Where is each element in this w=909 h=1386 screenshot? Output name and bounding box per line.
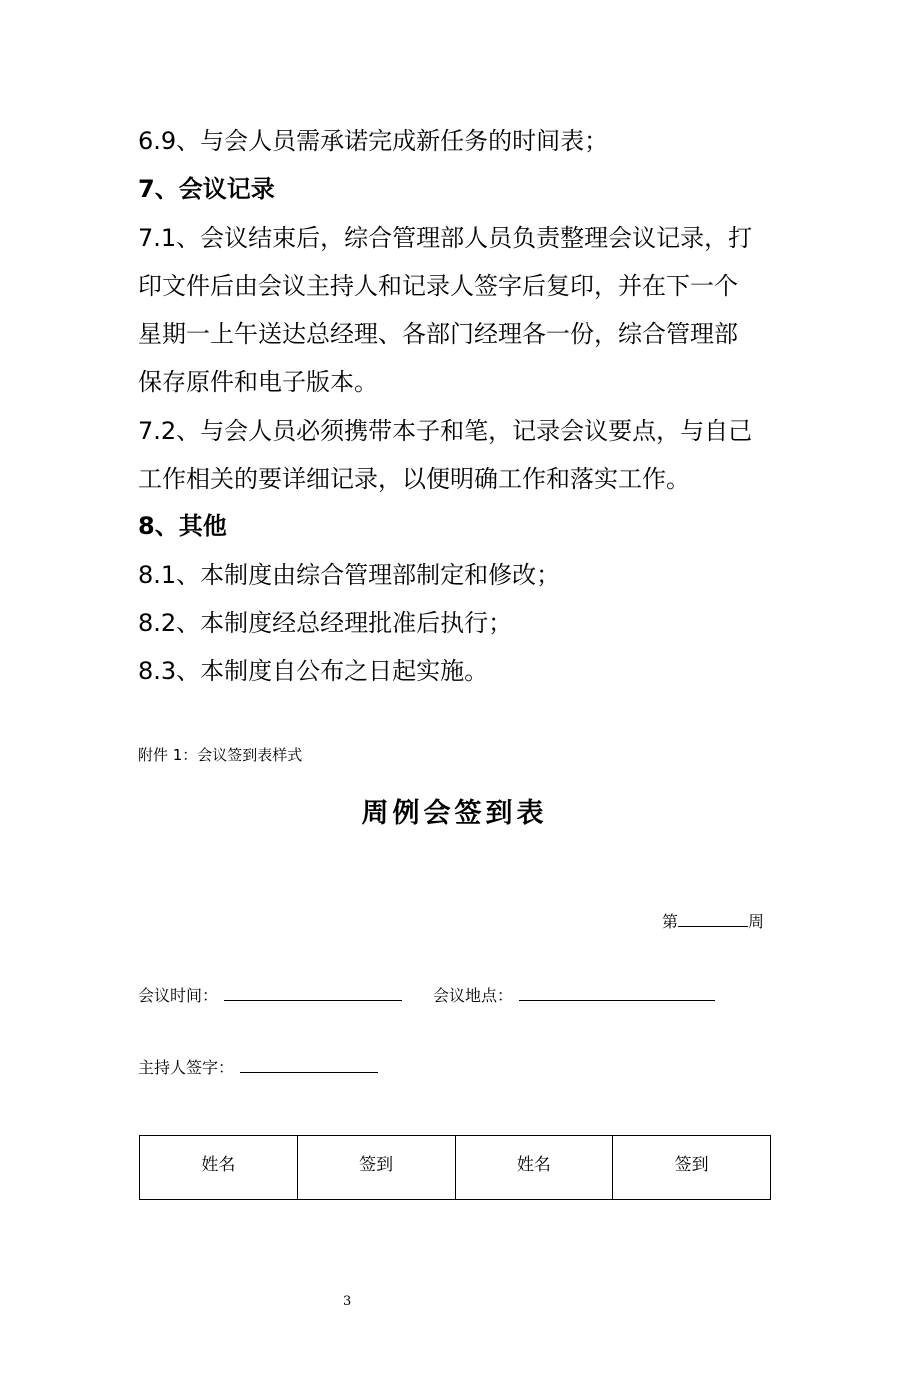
meeting-time-field xyxy=(138,984,402,1006)
paragraph-8-1: 8.1、本制度由综合管理部制定和修改； xyxy=(138,561,561,589)
host-signature-label: 主持人签字： xyxy=(138,1058,235,1077)
meeting-place-blank[interactable] xyxy=(519,984,715,1001)
paragraph-7-2-line-1: 7.2、与会人员必须携带本子和笔，记录会议要点，与自己 xyxy=(138,417,753,445)
paragraph-7-1-line-3: 星期一上午送达总经理、各部门经理各一份，综合管理部 xyxy=(138,320,738,348)
meeting-time-label: 会议时间： xyxy=(138,986,219,1005)
week-prefix: 第 xyxy=(662,912,679,931)
header-signin-1: 签到 xyxy=(297,1136,455,1200)
week-number-blank[interactable] xyxy=(678,910,748,927)
form-title: 周例会签到表 xyxy=(361,798,548,829)
page-number: 3 xyxy=(343,1294,352,1309)
header-signin-2: 签到 xyxy=(613,1136,771,1200)
sign-in-table xyxy=(139,1135,771,1200)
paragraph-7-1-line-1: 7.1、会议结束后，综合管理部人员负责整理会议记录，打 xyxy=(138,224,753,252)
paragraph-6-9: 6.9、与会人员需承诺完成新任务的时间表； xyxy=(138,127,609,155)
week-suffix: 周 xyxy=(748,912,765,931)
section-heading-8: 8、其他 xyxy=(138,512,227,540)
paragraph-8-2: 8.2、本制度经总经理批准后执行； xyxy=(138,609,513,637)
table-header-row xyxy=(140,1136,771,1200)
header-name-1: 姓名 xyxy=(140,1136,298,1200)
section-heading-7: 7、会议记录 xyxy=(138,175,275,203)
paragraph-7-1-line-2: 印文件后由会议主持人和记录人签字后复印，并在下一个 xyxy=(138,272,738,300)
attachment-label: 附件 1：会议签到表样式 xyxy=(138,746,303,764)
meeting-place-label: 会议地点： xyxy=(433,986,514,1005)
header-name-2: 姓名 xyxy=(455,1136,613,1200)
paragraph-7-1-line-4: 保存原件和电子版本。 xyxy=(138,368,378,396)
meeting-place-field xyxy=(433,984,715,1006)
paragraph-8-3: 8.3、本制度自公布之日起实施。 xyxy=(138,657,489,685)
meeting-time-blank[interactable] xyxy=(224,984,402,1001)
host-signature-field xyxy=(138,1056,378,1078)
week-field xyxy=(662,910,764,932)
host-signature-blank[interactable] xyxy=(240,1056,378,1073)
paragraph-7-2-line-2: 工作相关的要详细记录，以便明确工作和落实工作。 xyxy=(138,465,690,493)
